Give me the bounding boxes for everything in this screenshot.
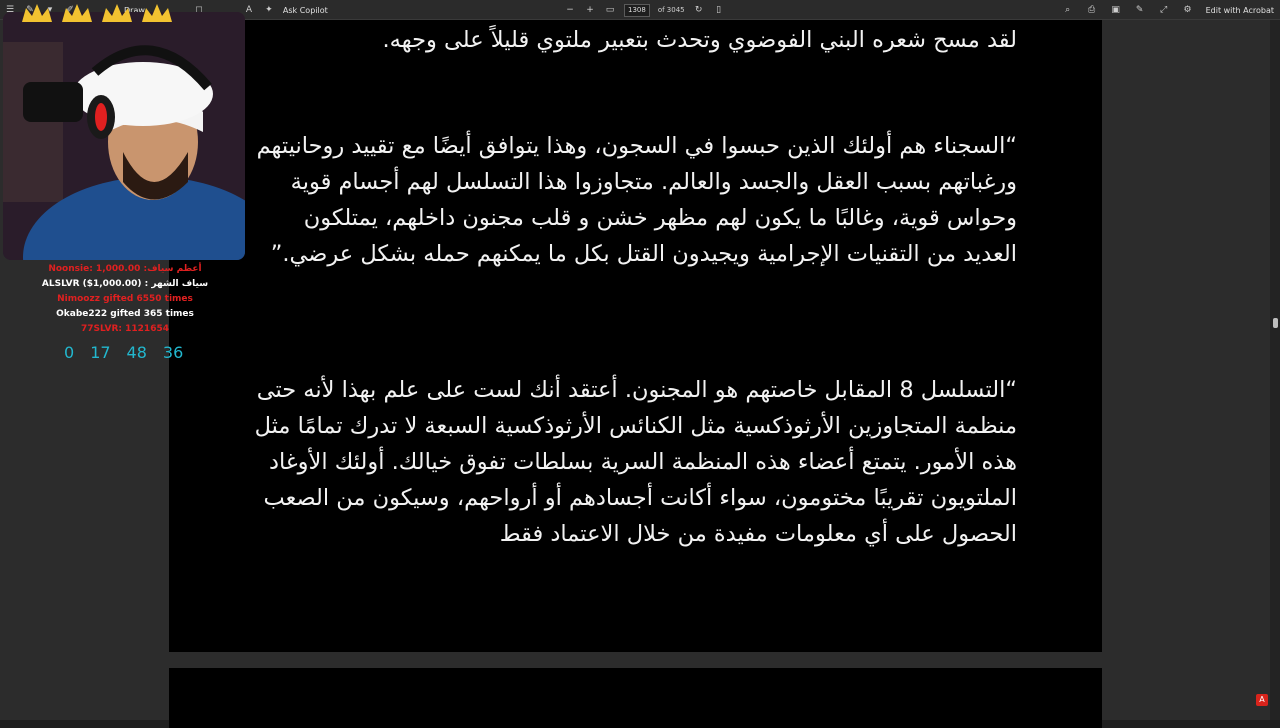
crown-icon <box>60 2 94 24</box>
crown-icon <box>140 2 174 24</box>
stat-monthly-donor: ALSLVR ($1,000.00) : سياف الشهر <box>0 277 250 292</box>
paragraph-3: “التسلسل 8 المقابل خاصتهم هو المجنون. أعتقد أنك لست على علم بهذا لأنه حتى منظمة المتجاوزين الأرثوذكسية مثل الكنائس الأرثوذكسية السبعة لا تدرك تمامًا مثل هذه الأمور. يتمتع أعضاء هذه المنظمة السرية بسلطات تفوق خيالك. أولئك الأوغاد الملتويون تقريبًا مختومون، سواء أكانت أجسادهم أو أرواحهم، وسيكون من الصعب الحصول على أي معلومات مفيدة من خلال الاعتماد فقط <box>247 372 1017 552</box>
draw-icon[interactable]: ✐ <box>64 4 76 16</box>
stat-gifted-2: Okabe222 gifted 365 times <box>0 307 250 322</box>
stat-count: 77SLVR: 1121654 <box>0 322 250 337</box>
webcam-person-image <box>3 12 245 260</box>
paragraph-1: لقد مسح شعره البني الفوضوي وتحدث بتعبير ملتوي قليلاً على وجهه. <box>247 22 1017 58</box>
fit-page-icon[interactable]: ▭ <box>604 4 616 16</box>
pdf-next-page <box>169 668 1102 728</box>
stream-stats <box>0 262 250 362</box>
timer-minutes: 48 <box>127 343 147 362</box>
stream-overlay <box>0 0 250 360</box>
crown-icon <box>20 2 54 24</box>
pdf-page <box>169 20 1102 652</box>
menu-icon[interactable]: ☰ <box>4 4 16 16</box>
highlight-icon[interactable]: ✎ <box>24 4 36 16</box>
edit-icon[interactable]: ✎ <box>1134 4 1146 16</box>
zoom-in-icon[interactable]: + <box>584 4 596 16</box>
webcam-feed <box>3 12 245 260</box>
timer-days: 0 <box>64 343 74 362</box>
search-icon[interactable]: ⌕ <box>1062 4 1074 16</box>
paragraph-2: “السجناء هم أولئك الذين حبسوا في السجون، وهذا يتوافق أيضًا مع تقييد روحانيتهم ورغباتهم بسبب العقل والجسد والعالم. متجاوزوا هذا التسلسل لهم أجسام قوية وحواس قوية، وغالبًا ما يكون لهم مظهر خشن و قلب مجنون داخلهم، يمتلكون العديد من التقنيات الإجرامية ويجيدون القتل بكل ما يمكنهم حمله بشكل عرضي.” <box>247 128 1017 272</box>
draw-label[interactable]: Draw <box>124 6 145 15</box>
save-icon[interactable]: ▣ <box>1110 4 1122 16</box>
share-icon[interactable]: ⤢ <box>1158 4 1170 16</box>
toolbar-page-controls <box>564 0 725 20</box>
copilot-button[interactable]: Ask Copilot <box>283 6 328 15</box>
eraser-icon[interactable]: ◻ <box>193 4 205 16</box>
timer-seconds: 36 <box>163 343 183 362</box>
zoom-out-icon[interactable]: − <box>564 4 576 16</box>
rotate-icon[interactable]: ↻ <box>693 4 705 16</box>
two-page-icon[interactable]: ▯ <box>713 4 725 16</box>
settings-icon[interactable]: ⚙ <box>1182 4 1194 16</box>
print-icon[interactable]: ⎙ <box>1086 4 1098 16</box>
page-number-input[interactable]: 1308 <box>624 4 650 17</box>
acrobat-icon[interactable]: A <box>1256 694 1268 706</box>
countdown-timer <box>64 343 250 362</box>
crown-icon <box>100 2 134 24</box>
page-total: of 3045 <box>658 6 685 14</box>
scrollbar-thumb[interactable] <box>1273 318 1278 328</box>
edit-with-acrobat-button[interactable]: Edit with Acrobat <box>1206 6 1274 15</box>
copilot-icon[interactable]: ✦ <box>263 4 275 16</box>
vertical-scrollbar[interactable] <box>1270 20 1280 720</box>
text-icon[interactable]: A <box>243 4 255 16</box>
stat-top-donor: Noonsie: 1,000.00 :أعظم سياف <box>0 262 250 277</box>
timer-hours: 17 <box>90 343 110 362</box>
stat-gifted-1: Nimoozz gifted 6550 times <box>0 292 250 307</box>
chevron-down-icon[interactable]: ▾ <box>44 4 56 16</box>
toolbar-right-group <box>1062 0 1274 20</box>
crown-row <box>20 2 174 24</box>
